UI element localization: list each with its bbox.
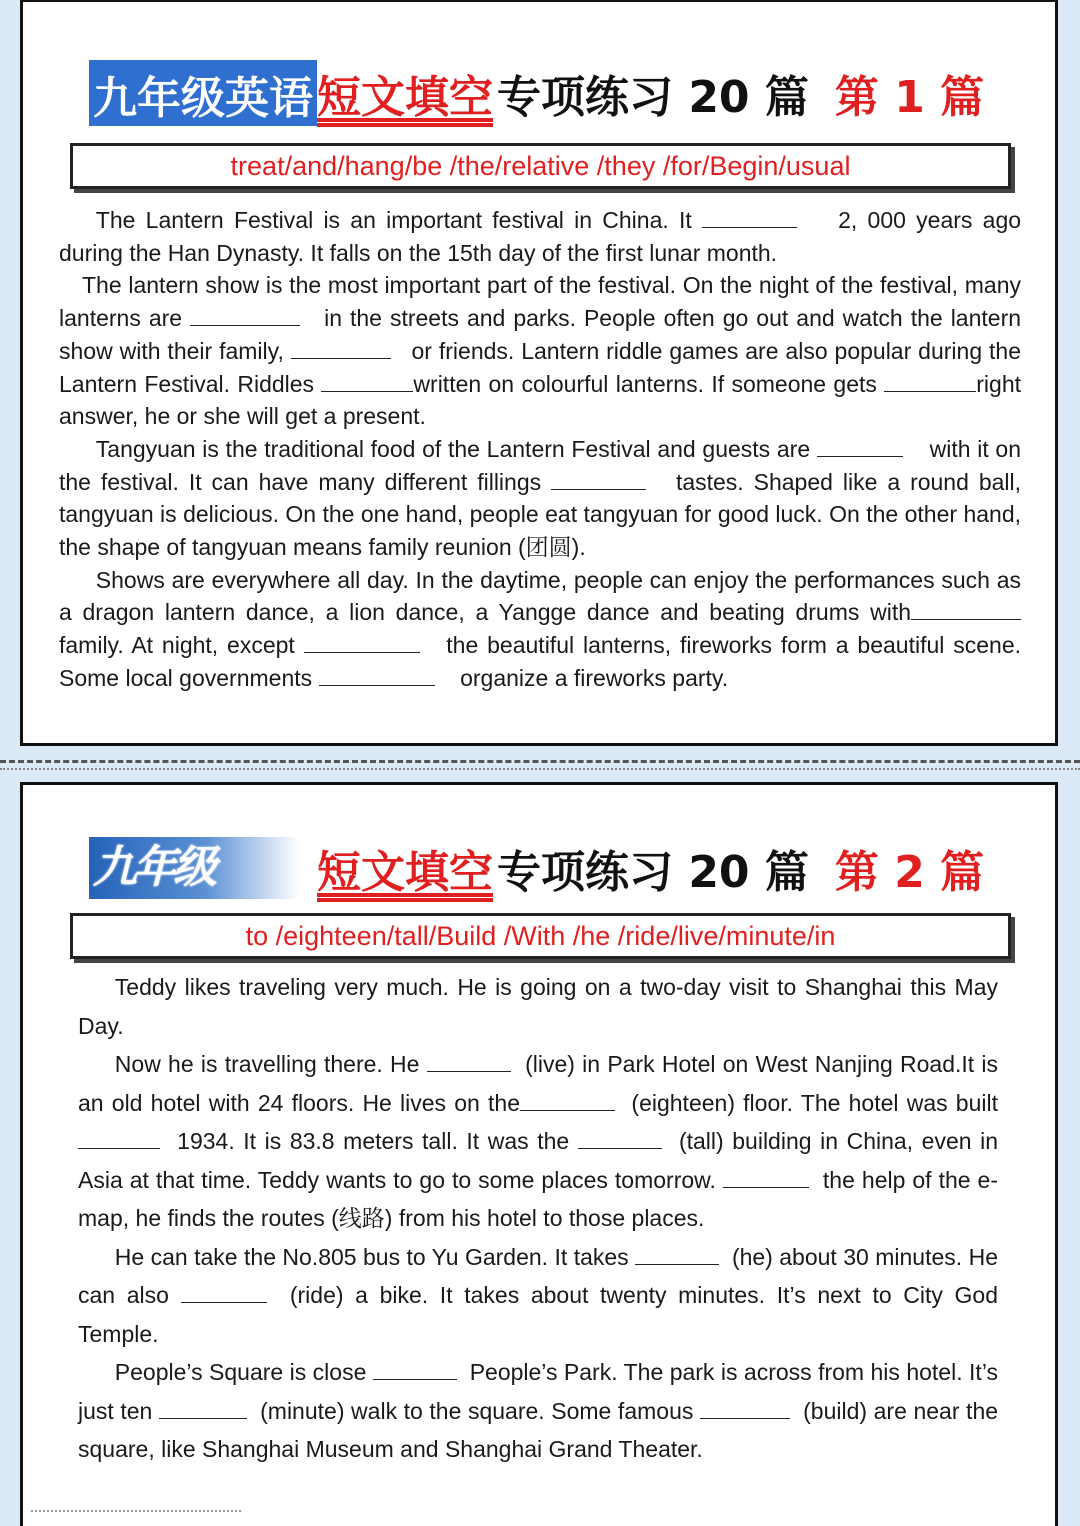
page-title (89, 54, 984, 132)
passage (78, 968, 998, 1469)
paragraph: Tangyuan is the traditional food of the Lantern Festival and guests are with it on the festival. It can have many different fillings tastes. Shaped like a round ball, tangyuan is delicious. On the one hand, people eat tangyuan for good luck. On the other hand, the shape of tangyuan means family reunion (团圆). (59, 435, 1022, 561)
answer-blank[interactable] (884, 371, 976, 392)
answer-blank[interactable] (291, 338, 391, 359)
title-rest: 专项练习 20 篇 (497, 72, 809, 123)
title-grade: 九年级英语 (89, 60, 317, 126)
title-rest: 专项练习 20 篇 (497, 847, 809, 898)
answer-blank[interactable] (319, 665, 435, 686)
title-fill: 短文填空 (317, 72, 493, 123)
answer-blank[interactable] (817, 436, 903, 457)
paragraph: The lantern show is the most important part of the festival. On the night of the festival, many lanterns are in the streets and parks. People often go out and watch the lantern show with their family, or friends. Lantern riddle games are also popular during the Lantern Festival. Riddles written on colourful lanterns. If someone gets right answer, he or she will get a present. (59, 272, 1022, 430)
answer-blank[interactable] (78, 1128, 160, 1149)
scribble-mark (31, 1502, 241, 1512)
answer-blank[interactable] (427, 1051, 511, 1072)
paragraph: Teddy likes traveling very much. He is going on a two-day visit to Shanghai this May Day. (78, 974, 998, 1039)
answer-blank[interactable] (578, 1128, 662, 1149)
answer-blank[interactable] (635, 1244, 719, 1265)
paragraph: Now he is travelling there. He (live) in Park Hotel on West Nanjing Road.It is an old hotel with 24 floors. He lives on the (eighteen) floor. The hotel was built 1934. It is 83.8 meters tall. It was the (tall) building in China, even in Asia at that time. Teddy wants to go to some places tomorrow. the help of the e-map, he finds the routes (线路) from his hotel to those places. (78, 1051, 999, 1231)
title-fill: 短文填空 (317, 847, 493, 898)
answer-blank[interactable] (190, 305, 300, 326)
paragraph: The Lantern Festival is an important festival in China. It 2, 000 years ago during the Han Dynasty. It falls on the 15th day of the first lunar month. (59, 207, 1022, 266)
answer-blank[interactable] (911, 599, 1021, 620)
answer-blank[interactable] (702, 207, 797, 228)
page-divider (0, 760, 1080, 763)
paragraph: He can take the No.805 bus to Yu Garden. It takes (he) about 30 minutes. He can also (ride) a bike. It takes about twenty minutes. It’s next to City God Temple. (78, 1243, 998, 1347)
page-divider-dotted (0, 768, 1080, 770)
title-number: 第 1 篇 (834, 72, 985, 123)
answer-blank[interactable] (373, 1359, 457, 1380)
page-title (89, 829, 984, 907)
worksheet-page-2 (20, 782, 1058, 1526)
word-bank: to /eighteen/tall/Build /With /he /ride/live/minute/in (70, 913, 1011, 959)
answer-blank[interactable] (159, 1398, 247, 1419)
paragraph: People’s Square is close People’s Park. The park is across from his hotel. It’s just ten (minute) walk to the square. Some famous (build) are near the square, like Shanghai Museum and Shanghai Grand Theater. (78, 1359, 999, 1462)
answer-blank[interactable] (304, 632, 420, 653)
answer-blank[interactable] (723, 1167, 809, 1188)
answer-blank[interactable] (551, 469, 646, 490)
worksheet-page-1 (20, 0, 1058, 746)
answer-blank[interactable] (700, 1398, 790, 1419)
answer-blank[interactable] (181, 1282, 267, 1303)
answer-blank[interactable] (321, 371, 413, 392)
paragraph: Shows are everywhere all day. In the daytime, people can enjoy the performances such as a dragon lantern dance, a lion dance, a Yangge dance and beating drums with family. At night, except the beautiful lanterns, fireworks form a beautiful scene. Some local governments organize a fireworks party. (59, 566, 1022, 691)
passage (59, 204, 1021, 695)
title-grade-watermark: 九年级 (89, 837, 299, 899)
answer-blank[interactable] (520, 1090, 615, 1111)
word-bank: treat/and/hang/be /the/relative /they /for/Begin/usual (70, 143, 1011, 189)
title-number: 第 2 篇 (834, 847, 985, 898)
